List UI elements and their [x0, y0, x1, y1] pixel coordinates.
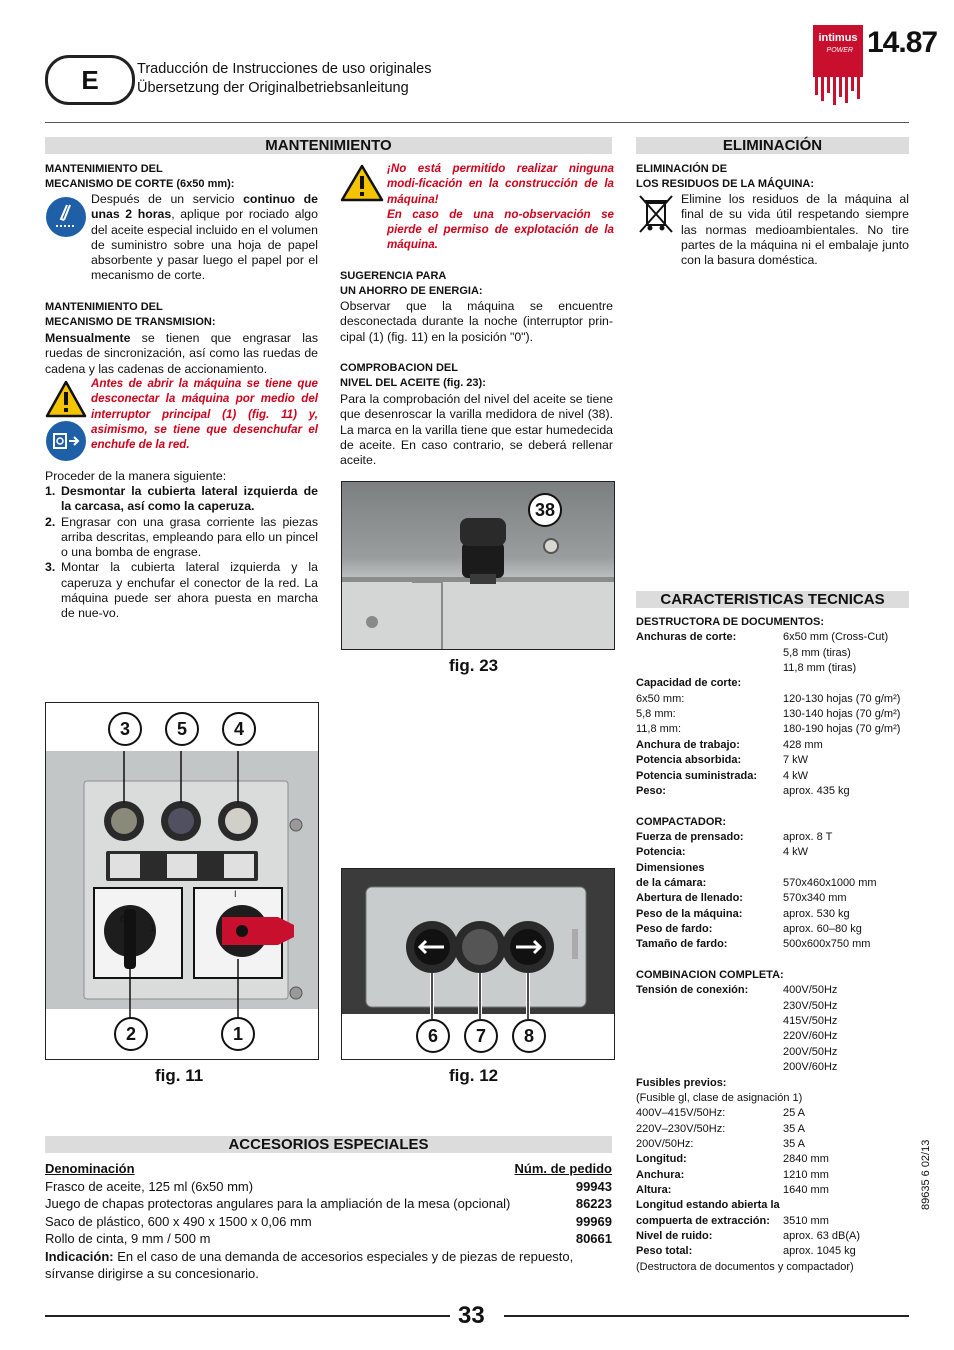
transmission-heading	[45, 300, 325, 330]
cut-maintenance-text	[91, 192, 318, 284]
energy-saving-text: Observar que la máquina se encuentre desconectada durante la noche (interruptor prin-cipal (1) (fig. 11) en la posición "0").	[340, 299, 613, 344]
spec-key: Tamaño de fardo:	[636, 938, 728, 951]
cut-text-a: Después de un servicio	[91, 192, 244, 206]
oil-level-heading	[340, 361, 613, 391]
spec-value: 200V/50Hz	[783, 1045, 838, 1058]
spec-key: Potencia suministrada:	[636, 769, 758, 782]
spec-value: 25 A	[783, 1107, 806, 1120]
modification-warning	[387, 161, 614, 253]
spec-key: 220V–230V/50Hz:	[636, 1122, 726, 1135]
spec-value: 400V/50Hz	[783, 984, 838, 997]
oil-spray-icon	[45, 196, 87, 238]
oil-dipstick-illustration	[342, 482, 614, 649]
callout-2: 2	[114, 1017, 148, 1051]
spec-key: Dimensiones	[636, 861, 705, 874]
spec-key: Peso:	[636, 784, 666, 797]
spec-key: Longitud:	[636, 1153, 687, 1166]
spec-key: de la cámara:	[636, 876, 707, 889]
spec-row	[636, 1060, 909, 1075]
model-number: 14.87	[867, 26, 938, 59]
spec-row	[636, 845, 909, 860]
callout-3: 3	[108, 712, 142, 746]
spec-key: Altura:	[636, 1183, 672, 1196]
step-2-num: 2.	[45, 514, 56, 529]
fig23-photo	[341, 481, 615, 650]
spec-row	[636, 1045, 909, 1060]
accessory-row	[45, 1195, 612, 1213]
spec-value: 200V/60Hz	[783, 1061, 838, 1074]
spec-row	[636, 1014, 909, 1029]
accessory-name: Saco de plástico, 600 x 490 x 1500 x 0,06 mm	[45, 1213, 312, 1229]
spec-row	[636, 1091, 909, 1106]
spec-key: 5,8 mm:	[636, 708, 676, 721]
spec-value: 428 mm	[783, 738, 823, 751]
spec-value: aprox. 8 T	[783, 830, 833, 843]
accessory-number: 99969	[575, 1213, 612, 1229]
col-num-pedido: Núm. de pedido	[514, 1161, 612, 1176]
spec-key: 200V/50Hz:	[636, 1137, 694, 1150]
spec-value: 1640 mm	[783, 1183, 829, 1196]
oil-level-text: Para la comprobación del nivel del aceite se tiene que desenroscar la varilla medidora de nivel (38). La marca en la varilla tiene que estar humedecida de aceite. En caso contrario, se deberá rellenar aceite.	[340, 392, 613, 468]
spec-row	[636, 983, 909, 998]
spec-value: aprox. 60–80 kg	[783, 923, 862, 935]
spec-key: COMBINACION COMPLETA:	[636, 969, 784, 982]
spec-row	[636, 876, 909, 891]
spec-value: 230V/50Hz	[783, 999, 838, 1012]
accessory-row	[45, 1178, 612, 1196]
switch-label-0: 0	[120, 914, 126, 924]
section-specs-title: CARACTERISTICAS TECNICAS	[636, 591, 909, 608]
accessory-number: 86223	[575, 1196, 612, 1211]
warning-triangle-icon	[45, 380, 87, 418]
spec-key: Potencia absorbida:	[636, 754, 742, 767]
document-id: 89635 6 02/13	[920, 1139, 932, 1210]
oil-heading-line1: COMPROBACION DEL	[340, 362, 458, 374]
accessory-row	[45, 1230, 612, 1248]
spec-row	[636, 922, 909, 937]
trans-heading-line2: MECANISMO DE TRANSMISION:	[45, 316, 216, 328]
fig11-caption: fig. 11	[155, 1066, 204, 1085]
step-3-text: Montar la cubierta lateral izquierda y la caperuza y enchufar el conector de la red. La máquina puede ser ahora puesta en marcha de nue-vo.	[61, 560, 318, 621]
warning-triangle-icon	[340, 164, 384, 202]
section-mantenimiento-title: MANTENIMIENTO	[45, 137, 612, 154]
step-3	[45, 560, 318, 621]
spec-row	[636, 891, 909, 906]
accessory-number: 99943	[575, 1178, 612, 1194]
switch-label-I: I	[234, 889, 237, 899]
step-2-text: Engrasar con una grasa corriente las piezas arriba descritas, empleando para ello un pincel o una bomba de engrase.	[61, 514, 318, 560]
spec-row	[636, 769, 909, 784]
step-1-num: 1.	[45, 484, 56, 498]
spec-value: 1210 mm	[783, 1168, 829, 1181]
spec-row	[636, 784, 909, 799]
spec-value: 220V/60Hz	[783, 1030, 838, 1043]
specs-list	[636, 615, 909, 1277]
spec-row	[636, 1260, 909, 1275]
spec-key: Anchuras de corte:	[636, 631, 737, 644]
note-label: Indicación:	[45, 1248, 114, 1264]
subtitle-es: Traducción de Instrucciones de uso originales	[137, 61, 432, 77]
accessories-table	[45, 1160, 612, 1283]
callout-1: 1	[221, 1017, 255, 1051]
spec-value: aprox. 530 kg	[783, 907, 850, 920]
callout-7: 7	[464, 1019, 498, 1053]
spec-row	[636, 753, 909, 768]
disposal-heading-line1: ELIMINACIÓN DE	[636, 163, 728, 175]
callout-8: 8	[512, 1019, 546, 1053]
spec-key: Tensión de conexión:	[636, 984, 749, 997]
spec-key: (Destructora de documentos y compactador)	[636, 1260, 854, 1273]
accessory-name: Rollo de cinta, 9 mm / 500 m	[45, 1231, 211, 1246]
spec-row	[636, 968, 909, 983]
cut-maintenance-heading	[45, 162, 325, 192]
spec-value: 6x50 mm (Cross-Cut)	[783, 631, 889, 644]
spec-key: Peso de la máquina:	[636, 907, 743, 920]
spec-row	[636, 907, 909, 922]
switch-label-1: 1	[150, 923, 156, 933]
spec-row	[636, 1168, 909, 1183]
accessories-note	[45, 1248, 612, 1283]
unplug-icon	[45, 420, 87, 462]
spec-row	[636, 1183, 909, 1198]
spec-key: Anchura de trabajo:	[636, 738, 740, 751]
fig12-photo	[341, 868, 615, 1060]
page-number: 33	[458, 1302, 485, 1329]
accessory-row	[45, 1213, 612, 1231]
callout-4: 4	[222, 712, 256, 746]
fig12-caption: fig. 12	[449, 1066, 499, 1085]
note-text: En el caso de una demanda de accesorios especiales y de piezas de repuesto, sírvanse dirigirse a su concesionario.	[45, 1248, 574, 1281]
step-3-num: 3.	[45, 560, 56, 575]
spec-row	[636, 1029, 909, 1044]
spec-row	[636, 707, 909, 722]
language-badge	[45, 55, 135, 105]
energy-heading-line1: SUGERENCIA PARA	[340, 270, 447, 282]
spec-key: Peso total:	[636, 1245, 693, 1258]
accessory-number: 80661	[575, 1231, 612, 1246]
spec-row	[636, 1137, 909, 1152]
cut-heading-line1: MANTENIMIENTO DEL	[45, 163, 163, 175]
col-denominacion: Denominación	[45, 1161, 135, 1176]
brand-sub-text: POWER	[826, 47, 853, 54]
spec-key: Capacidad de corte:	[636, 677, 742, 690]
cut-text-bold: continuo de unas 2 horas	[91, 192, 318, 222]
spec-value: aprox. 435 kg	[783, 784, 850, 797]
spec-key: Abertura de llenado:	[636, 892, 743, 905]
control-panel-illustration	[46, 703, 318, 1059]
trans-text-body: se tienen que engrasar las ruedas de sincronización, así como las ruedas de cadena y las cadenas de accionamiento.	[45, 331, 318, 376]
spec-row	[636, 999, 909, 1014]
step-1	[45, 484, 318, 515]
spec-value: 120-130 hojas (70 g/m²)	[783, 692, 901, 705]
section-accesorios-title: ACCESORIOS ESPECIALES	[45, 1136, 612, 1153]
spec-key: Nivel de ruido:	[636, 1230, 713, 1242]
spec-value: 570x340 mm	[783, 892, 847, 905]
callout-6: 6	[416, 1019, 450, 1053]
accessory-name: Juego de chapas protectoras angulares para la ampliación de la mesa (opcional)	[45, 1196, 511, 1211]
spec-key: compuerta de extracción:	[636, 1214, 770, 1227]
spec-value: 11,8 mm (tiras)	[783, 662, 857, 675]
spec-key: 6x50 mm:	[636, 692, 685, 705]
spec-value: 500x600x750 mm	[783, 938, 871, 951]
unplug-warning: Antes de abrir la máquina se tiene que desconectar la máquina por medio del interruptor principal (1) (fig. 11) y, asimismo, se tiene que desenchufar el enchufe de la red.	[91, 377, 318, 452]
cut-heading-line2: MECANISMO DE CORTE (6x50 mm):	[45, 178, 235, 190]
spec-row	[636, 1214, 909, 1229]
disposal-text: Elimine los residuos de la máquina al final de su vida útil respetando siempre las normas medioambientales. No tire partes de la máquina ni el embalaje junto con la basura doméstica.	[681, 192, 909, 268]
trans-heading-line1: MANTENIMIENTO DEL	[45, 301, 163, 313]
spec-value: aprox. 63 dB(A)	[783, 1230, 861, 1242]
spec-row	[636, 738, 909, 753]
modification-warning-2: En caso de una no-observación se pierde el permiso de explotación de la máquina.	[387, 207, 614, 252]
spec-row	[636, 1229, 909, 1244]
spec-value: 35 A	[783, 1122, 806, 1135]
procedure-intro: Proceder de la manera siguiente:	[45, 469, 227, 483]
spec-row	[636, 692, 909, 707]
spec-key: Potencia:	[636, 846, 686, 859]
spec-row	[636, 1122, 909, 1137]
spec-key: Anchura:	[636, 1168, 685, 1181]
procedure-steps	[45, 484, 318, 622]
spec-value: 4 kW	[783, 769, 809, 782]
spec-key: Fusibles previos:	[636, 1076, 727, 1089]
spec-value: 3510 mm	[783, 1214, 829, 1227]
modification-warning-1: ¡No está permitido realizar ninguna modi-ficación en la construcción de la máquina!	[387, 162, 614, 206]
fig23-caption: fig. 23	[449, 656, 499, 675]
footer-line-right	[504, 1315, 909, 1317]
brand-text: intimus	[818, 32, 858, 44]
disposal-heading	[636, 162, 909, 192]
spec-value: 570x460x1000 mm	[783, 876, 877, 889]
step-1-text: Desmontar la cubierta lateral izquierda de la carcasa, así como la caperuza.	[61, 484, 318, 514]
cut-text-b: , aplique por rociado algo del aceite especial incluido en el volumen de suministro sobre una hoja de papel absorbente y pasar luego el papel por el mecanismo de corte.	[91, 207, 318, 283]
spec-row	[636, 799, 909, 814]
spec-value: 7 kW	[783, 754, 809, 767]
spec-value: aprox. 1045 kg	[783, 1245, 856, 1258]
transmission-text	[45, 331, 318, 377]
subtitle-de: Übersetzung der Originalbetriebsanleitung	[137, 80, 409, 96]
intimus-logo	[813, 25, 863, 107]
spec-value: 415V/50Hz	[783, 1015, 838, 1028]
callout-5: 5	[165, 712, 199, 746]
spec-value: 130-140 hojas (70 g/m²)	[783, 708, 901, 721]
spec-key: 11,8 mm:	[636, 723, 682, 736]
spec-row	[636, 661, 909, 676]
spec-key: 400V–415V/50Hz:	[636, 1107, 726, 1120]
spec-key: COMPACTADOR:	[636, 815, 727, 828]
trans-text-bold: Mensualmente	[45, 331, 131, 345]
spec-row	[636, 676, 909, 691]
spec-value: 35 A	[783, 1137, 806, 1150]
spec-value: 4 kW	[783, 846, 809, 859]
footer-line-left	[45, 1315, 450, 1317]
spec-row	[636, 861, 909, 876]
spec-value: 2840 mm	[783, 1153, 829, 1166]
spec-row	[636, 1076, 909, 1091]
energy-saving-heading	[340, 269, 613, 299]
spec-row	[636, 615, 909, 630]
weee-bin-icon	[636, 193, 676, 235]
spec-row	[636, 1244, 909, 1259]
spec-row	[636, 1106, 909, 1121]
spec-key: Longitud estando abierta la	[636, 1199, 780, 1212]
spec-row	[636, 646, 909, 661]
header-divider	[45, 122, 909, 123]
disposal-heading-line2: LOS RESIDUOS DE LA MÁQUINA:	[636, 178, 815, 190]
callout-38: 38	[528, 493, 562, 527]
spec-row	[636, 630, 909, 645]
spec-key: (Fusible gl, clase de asignación 1)	[636, 1091, 803, 1104]
spec-row	[636, 722, 909, 737]
fig11-photo	[45, 702, 319, 1060]
oil-heading-line2: NIVEL DEL ACEITE (fig. 23):	[340, 377, 486, 389]
accessory-name: Frasco de aceite, 125 ml (6x50 mm)	[45, 1178, 254, 1194]
spec-row	[636, 1152, 909, 1167]
spec-row	[636, 830, 909, 845]
spec-key: DESTRUCTORA DE DOCUMENTOS:	[636, 616, 825, 628]
spec-key: Peso de fardo:	[636, 923, 713, 935]
section-eliminacion-title: ELIMINACIÓN	[636, 137, 909, 154]
spec-row	[636, 937, 909, 952]
language-code: E	[81, 64, 99, 95]
spec-value: 5,8 mm (tiras)	[783, 646, 851, 659]
energy-heading-line2: UN AHORRO DE ENERGIA:	[340, 285, 483, 297]
spec-row	[636, 815, 909, 830]
spec-value: 180-190 hojas (70 g/m²)	[783, 723, 901, 736]
spec-row	[636, 1198, 909, 1213]
step-2	[45, 515, 318, 561]
spec-key: Fuerza de prensado:	[636, 830, 744, 843]
spec-row	[636, 953, 909, 968]
header-subtitle	[137, 60, 431, 98]
accessories-header	[45, 1160, 612, 1178]
